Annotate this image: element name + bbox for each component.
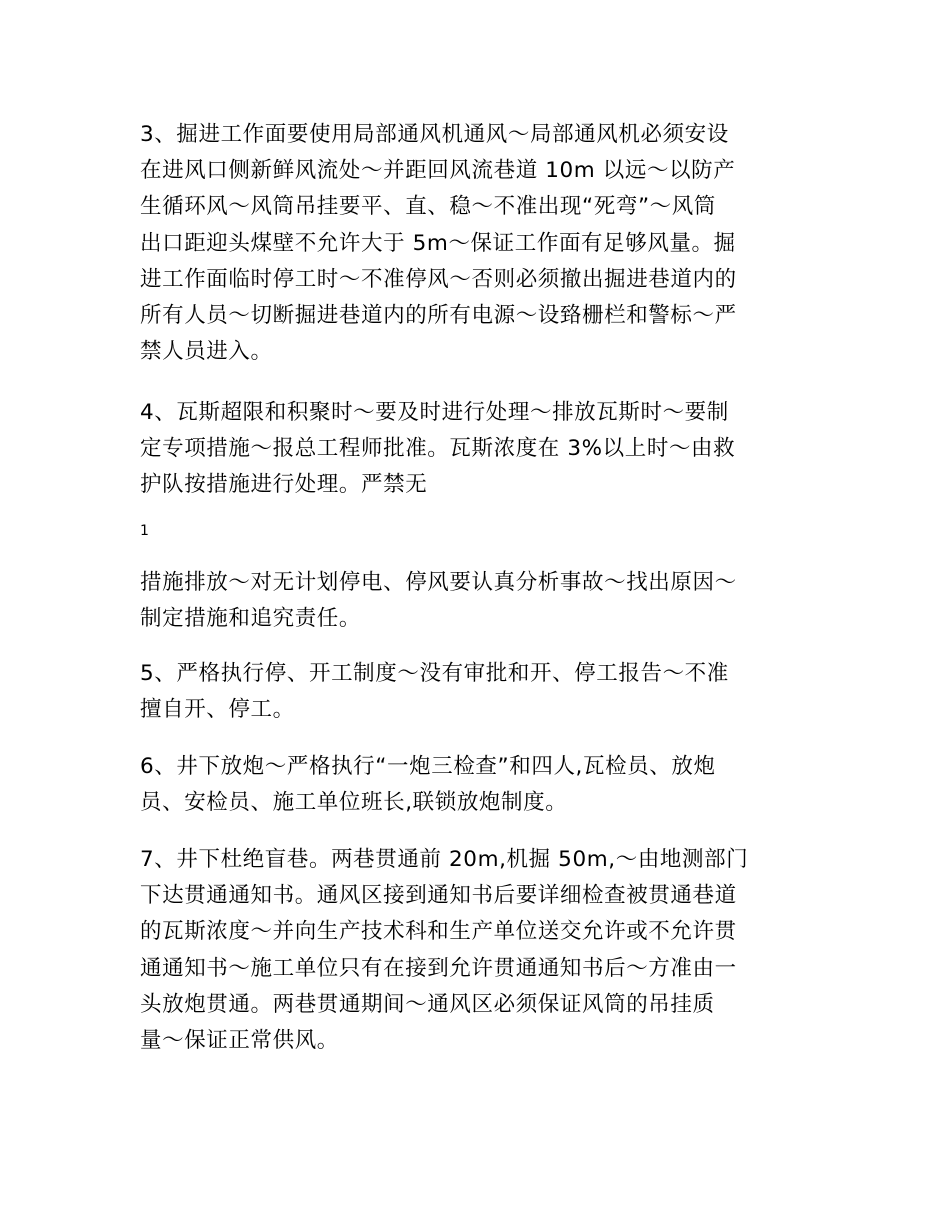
text-line: 在进风口侧新鲜风流处～并距回风流巷道 10m 以远～以防产 [140, 158, 736, 184]
paragraph-7-blind-roadway [140, 842, 805, 1059]
text-line: 措施排放～对无计划停电、停风要认真分析事故～找出原因～ [140, 570, 737, 595]
text-line: 禁人员进入。 [140, 339, 273, 365]
text-line: 5、严格执行停、开工制度～没有审批和开、停工报告～不准 [140, 661, 729, 686]
text-line: 6、井下放炮～严格执行“一炮三检查”和四人,瓦检员、放炮 [140, 754, 716, 779]
paragraph-3-ventilation [140, 117, 805, 370]
paragraph-4-continued [140, 565, 805, 637]
text-line: 出口距迎头煤壁不允许大于 5m～保证工作面有足够风量。掘 [140, 230, 736, 256]
text-line: 生循环风～风筒吊挂要平、直、稳～不准出现“死弯”～风筒 [140, 194, 716, 220]
text-line: 的瓦斯浓度～并向生产技术科和生产单位送交允许或不允许贯 [140, 919, 737, 945]
text-line: 员、安检员、施工单位班长,联锁放炮制度。 [140, 790, 568, 816]
text-line: 头放炮贯通。两巷贯通期间～通风区必须保证风筒的吊挂质 [140, 991, 715, 1017]
text-line: 所有人员～切断掘进巷道内的所有电源～设臵栅栏和警标～严 [140, 303, 737, 329]
text-line: 护队按措施进行处理。严禁无 [140, 472, 428, 498]
text-line: 制定措施和追究责任。 [140, 606, 362, 632]
paragraph-5-work-stoppage [140, 656, 805, 728]
page-number: 1 [140, 523, 149, 539]
text-line: 通通知书～施工单位只有在接到允许贯通通知书后～方准由一 [140, 955, 737, 981]
text-line: 下达贯通通知书。通风区接到通知书后要详细检查被贯通巷道 [140, 883, 737, 909]
paragraph-4-gas [140, 395, 805, 504]
text-line: 3、掘进工作面要使用局部通风机通风～局部通风机必须安设 [140, 122, 729, 147]
text-line: 进工作面临时停工时～不准停风～否则必须撤出掘进巷道内的 [140, 266, 737, 292]
text-line: 量～保证正常供风。 [140, 1028, 339, 1054]
paragraph-6-blasting [140, 749, 805, 821]
text-line: 4、瓦斯超限和积聚时～要及时进行处理～排放瓦斯时～要制 [140, 400, 729, 425]
text-line: 定专项措施～报总工程师批准。瓦斯浓度在 3%以上时～由救 [140, 436, 736, 462]
text-line: 擅自开、停工。 [140, 697, 295, 723]
text-line: 7、井下杜绝盲巷。两巷贯通前 20m,机掘 50m,～由地测部门 [140, 847, 749, 872]
